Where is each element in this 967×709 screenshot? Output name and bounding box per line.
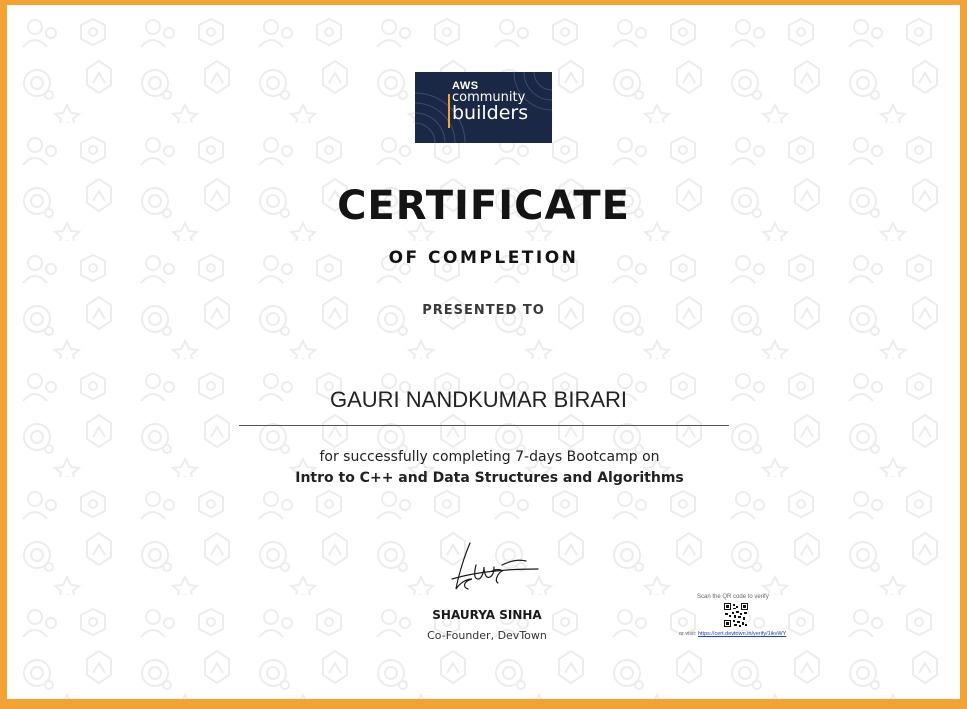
verification-link-text	[679, 631, 786, 637]
signature-image	[432, 535, 542, 605]
aws-community-builders-logo	[415, 72, 552, 143]
logo-accent-bar	[448, 94, 450, 128]
signer-role: Co-Founder, DevTown	[427, 629, 547, 642]
signer-name: SHAURYA SINHA	[432, 608, 542, 622]
presented-to-label: PRESENTED TO	[422, 303, 545, 318]
logo-builders-text: builders	[452, 102, 529, 124]
course-name: Intro to C++ and Data Structures and Algorithms	[295, 470, 684, 486]
description-line-1: for successfully completing 7-days Bootcamp on	[319, 449, 660, 465]
verification-link[interactable]: https://cert.devtown.in/verify/1ikvWY	[697, 631, 787, 637]
certificate-subtitle: OF COMPLETION	[388, 248, 579, 268]
qr-scan-instruction: Scan the QR code to verify	[697, 594, 769, 600]
verification-qr-code	[724, 603, 748, 632]
visit-prefix: or visit:	[679, 631, 697, 637]
logo-aws-text: AWS	[452, 80, 479, 92]
recipient-name: GAURI NANDKUMAR BIRARI	[330, 387, 628, 412]
logo-community-text: community	[452, 90, 526, 105]
certificate-title: CERTIFICATE	[337, 183, 630, 229]
name-underline	[239, 425, 729, 426]
